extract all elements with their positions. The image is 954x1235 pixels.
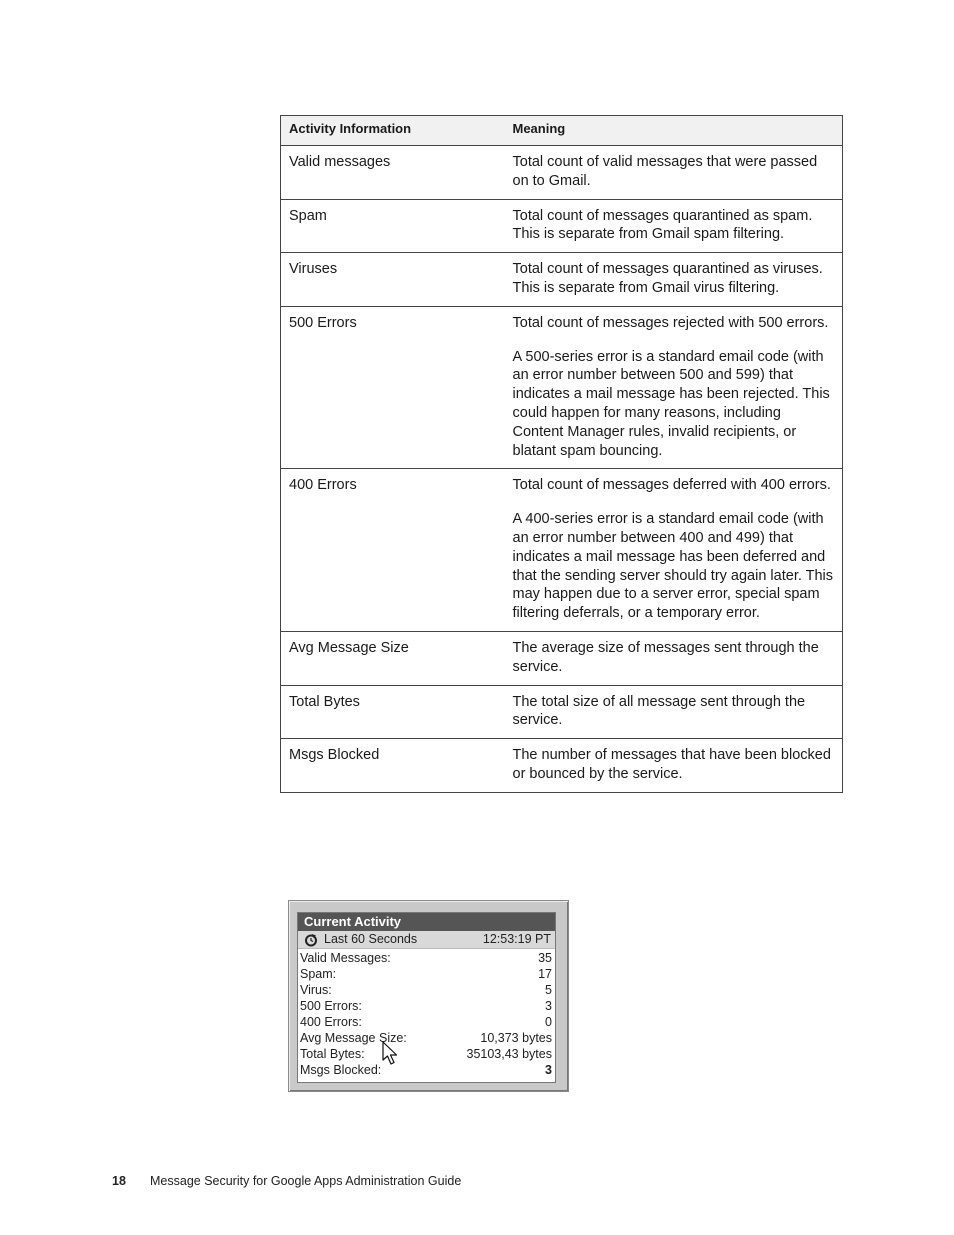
mouse-pointer-icon: [382, 1041, 400, 1067]
period-label: Last 60 Seconds: [324, 932, 418, 946]
activity-name-cell: Avg Message Size: [281, 631, 505, 685]
stat-label: 500 Errors:: [300, 999, 362, 1013]
activity-name-cell: Valid messages: [281, 146, 505, 200]
meaning-cell: [505, 306, 843, 469]
stat-label: Msgs Blocked:: [300, 1063, 382, 1077]
meaning-cell: [505, 469, 843, 632]
table-row: [281, 253, 843, 307]
activity-name-cell: Viruses: [281, 253, 505, 307]
stat-row: [300, 998, 552, 1014]
meaning-cell: [505, 739, 843, 793]
stat-label: Valid Messages:: [300, 951, 391, 965]
meaning-paragraph: A 400-series error is a standard email code (with an error number between 400 and 499) that indicates a mail message has been deferred and that the sending server should try again later. This may happen due to a server error, special spam filtering deferrals, or a temporary error.: [512, 511, 834, 622]
column-header-meaning: Meaning: [505, 116, 843, 146]
current-activity-panel: [297, 912, 556, 1083]
page-footer: [112, 1174, 461, 1188]
table-header-row: [281, 116, 843, 146]
timestamp: 12:53:19 PT: [482, 932, 551, 946]
activity-name-cell: Spam: [281, 199, 505, 253]
table-row: [281, 199, 843, 253]
stat-value: 35: [538, 951, 552, 965]
meaning-paragraph: The average size of messages sent through the service.: [512, 639, 819, 675]
panel-title: Current Activity: [298, 913, 555, 931]
activity-name-cell: Msgs Blocked: [281, 739, 505, 793]
table-body: [281, 146, 843, 793]
stat-value: 10,373 bytes: [480, 1031, 552, 1045]
meaning-paragraph: Total count of messages rejected with 500 errors.: [512, 314, 829, 331]
stat-value: 3: [545, 999, 552, 1013]
stat-row: [300, 1014, 552, 1030]
stat-row: [300, 966, 552, 982]
activity-name-cell: Total Bytes: [281, 685, 505, 739]
stat-value: 17: [538, 967, 552, 981]
meaning-paragraph: Total count of messages quarantined as spam. This is separate from Gmail spam filtering.: [512, 207, 813, 243]
meaning-cell: [505, 253, 843, 307]
meaning-cell: [505, 199, 843, 253]
period-bar: [298, 931, 555, 949]
stat-label: Total Bytes:: [300, 1047, 365, 1061]
stat-label: Spam:: [300, 967, 337, 981]
table-row: [281, 631, 843, 685]
table-row: [281, 306, 843, 469]
activity-name-cell: 500 Errors: [281, 306, 505, 469]
refresh-clock-icon[interactable]: [304, 933, 318, 947]
meaning-paragraph: The total size of all message sent through the service.: [512, 693, 806, 729]
stat-row: [300, 950, 552, 966]
stat-row: [300, 1046, 552, 1062]
stat-value: 0: [545, 1015, 552, 1029]
meaning-paragraph: Total count of valid messages that were passed on to Gmail.: [512, 154, 818, 189]
meaning-cell: [505, 685, 843, 739]
page-number: 18: [112, 1174, 126, 1188]
table-row: [281, 685, 843, 739]
stats-list: [298, 949, 555, 1078]
meaning-paragraph: Total count of messages deferred with 400 errors.: [512, 477, 831, 494]
stat-label: 400 Errors:: [300, 1015, 362, 1029]
table-row: [281, 146, 843, 200]
meaning-paragraph: Total count of messages quarantined as viruses. This is separate from Gmail virus filtering.: [512, 261, 823, 296]
stat-value: 5: [545, 983, 552, 997]
document-title: Message Security for Google Apps Administration Guide: [150, 1174, 462, 1188]
meaning-paragraph: The number of messages that have been blocked or bounced by the service.: [512, 747, 831, 782]
stat-row: [300, 1062, 552, 1078]
table-row: [281, 469, 843, 632]
meaning-paragraph: A 500-series error is a standard email code (with an error number between 500 and 599) that indicates a mail message has been rejected. This could happen for many reasons, including Content Manager rules, invalid recipients, or blatant spam bouncing.: [512, 348, 830, 459]
column-header-activity: Activity Information: [281, 116, 505, 146]
meaning-cell: [505, 146, 843, 200]
current-activity-screenshot: [288, 900, 569, 1092]
activity-name-cell: 400 Errors: [281, 469, 505, 632]
table-row: [281, 739, 843, 793]
stat-value: 3: [545, 1063, 552, 1077]
stat-label: Avg Message Size:: [300, 1031, 407, 1045]
activity-info-table: [280, 115, 843, 793]
meaning-cell: [505, 631, 843, 685]
stat-row: [300, 1030, 552, 1046]
stat-row: [300, 982, 552, 998]
stat-label: Virus:: [300, 983, 332, 997]
stat-value: 35103,43 bytes: [466, 1047, 552, 1061]
